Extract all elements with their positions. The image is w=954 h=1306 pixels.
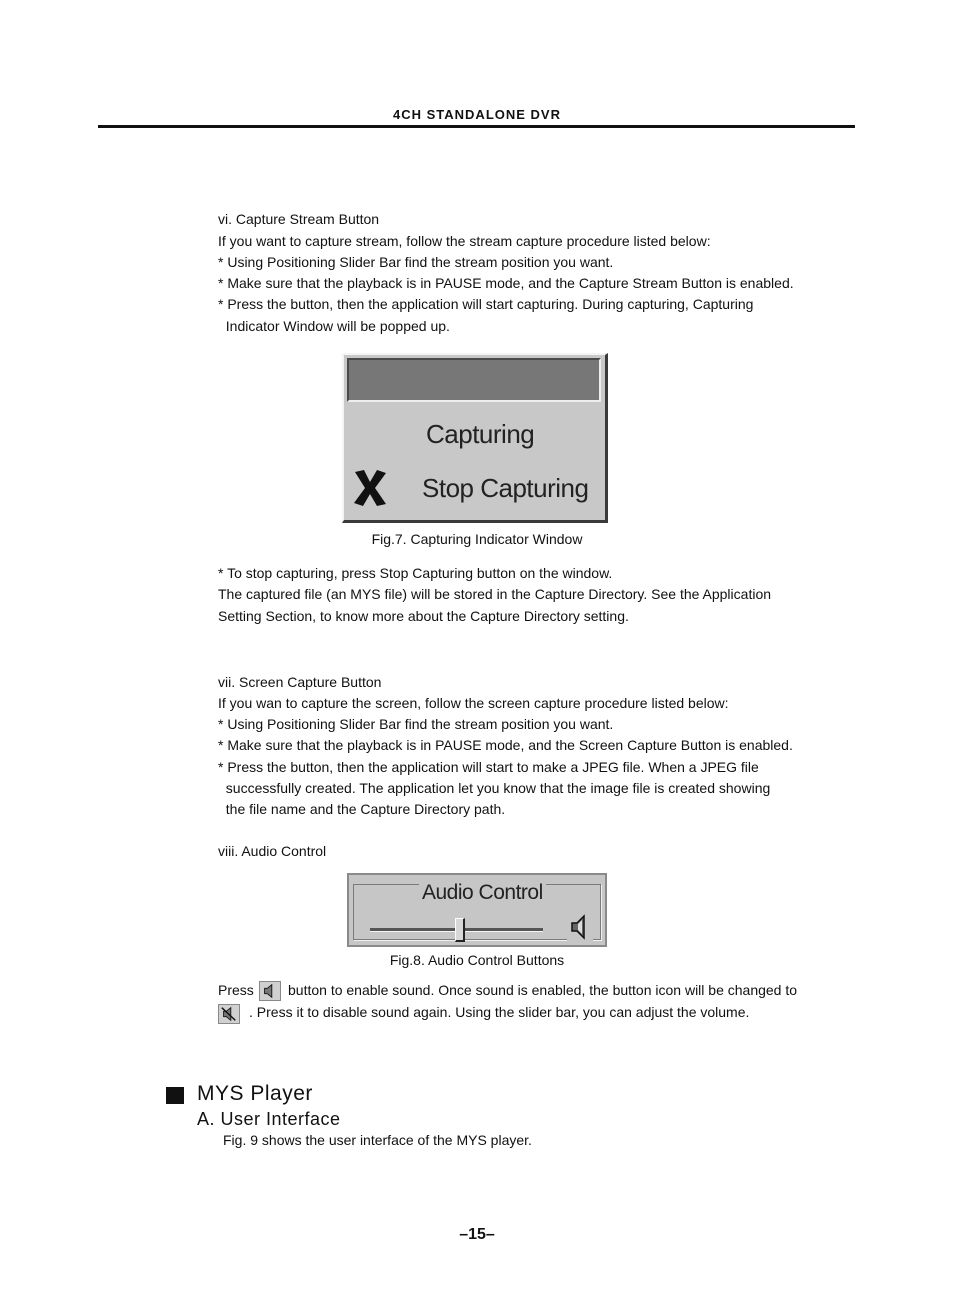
- volume-slider-thumb[interactable]: [455, 918, 465, 942]
- header-rule: [98, 125, 855, 128]
- capturing-status-text: Capturing: [426, 419, 535, 449]
- stop-capture-line: The captured file (an MYS file) will be stored in the Capture Directory. See the Application: [218, 586, 772, 602]
- capturing-progress-bar: [347, 358, 601, 402]
- speaker-on-icon: [259, 981, 281, 1001]
- speaker-muted-icon: [218, 1004, 240, 1024]
- capture-stream-line: If you want to capture stream, follow the stream capture procedure listed below:: [218, 233, 711, 249]
- subsection-title: A. User Interface: [197, 1109, 341, 1129]
- screen-capture-line: successfully created. The application let you know that the image file is created showing: [218, 780, 771, 796]
- stop-capture-line: Setting Section, to know more about the Capture Directory setting.: [218, 608, 629, 624]
- press-text: button to enable sound. Once sound is enabled, the button icon will be changed to: [288, 982, 798, 998]
- screen-capture-line: If you wan to capture the screen, follow the screen capture procedure listed below:: [218, 695, 729, 711]
- capture-stream-line: * Using Positioning Slider Bar find the stream position you want.: [218, 254, 614, 270]
- mys-player-text: Fig. 9 shows the user interface of the MYS player.: [223, 1132, 532, 1148]
- press-text: Press: [218, 982, 254, 998]
- capture-stream-line: * Make sure that the playback is in PAUSE mode, and the Capture Stream Button is enabled.: [218, 275, 794, 291]
- screen-capture-heading: vii. Screen Capture Button: [218, 674, 382, 690]
- press-text: . Press it to disable sound again. Using the slider bar, you can adjust the volume.: [249, 1004, 750, 1020]
- audio-heading: viii. Audio Control: [218, 843, 327, 859]
- screen-capture-line: * Using Positioning Slider Bar find the stream position you want.: [218, 716, 614, 732]
- screen-capture-line: * Make sure that the playback is in PAUSE mode, and the Screen Capture Button is enabled.: [218, 737, 793, 753]
- x-icon[interactable]: [352, 468, 388, 508]
- capture-stream-heading: vi. Capture Stream Button: [218, 211, 380, 227]
- fig8-caption: Fig.8. Audio Control Buttons: [389, 952, 565, 968]
- stop-capture-line: * To stop capturing, press Stop Capturing button on the window.: [218, 565, 613, 581]
- audio-control-group: [353, 881, 601, 940]
- page-header-title: 4CH STANDALONE DVR: [393, 107, 561, 122]
- section-title: MYS Player: [197, 1082, 313, 1105]
- page-number: –15–: [459, 1226, 495, 1243]
- audio-control-panel: [347, 873, 607, 947]
- screen-capture-line: the file name and the Capture Directory path.: [218, 801, 506, 817]
- speaker-icon[interactable]: [567, 912, 593, 942]
- screen-capture-line: * Press the button, then the application will start to make a JPEG file. When a JPEG file: [218, 759, 759, 775]
- capture-stream-line: * Press the button, then the application will start capturing. During capturing, Capturing: [218, 296, 754, 312]
- section-bullet: [166, 1087, 184, 1104]
- capturing-indicator-window: [342, 353, 608, 523]
- audio-control-label: Audio Control: [419, 882, 546, 904]
- capture-stream-line: Indicator Window will be popped up.: [218, 318, 450, 334]
- stop-capturing-button[interactable]: Stop Capturing: [422, 473, 589, 503]
- fig7-caption: Fig.7. Capturing Indicator Window: [371, 531, 583, 547]
